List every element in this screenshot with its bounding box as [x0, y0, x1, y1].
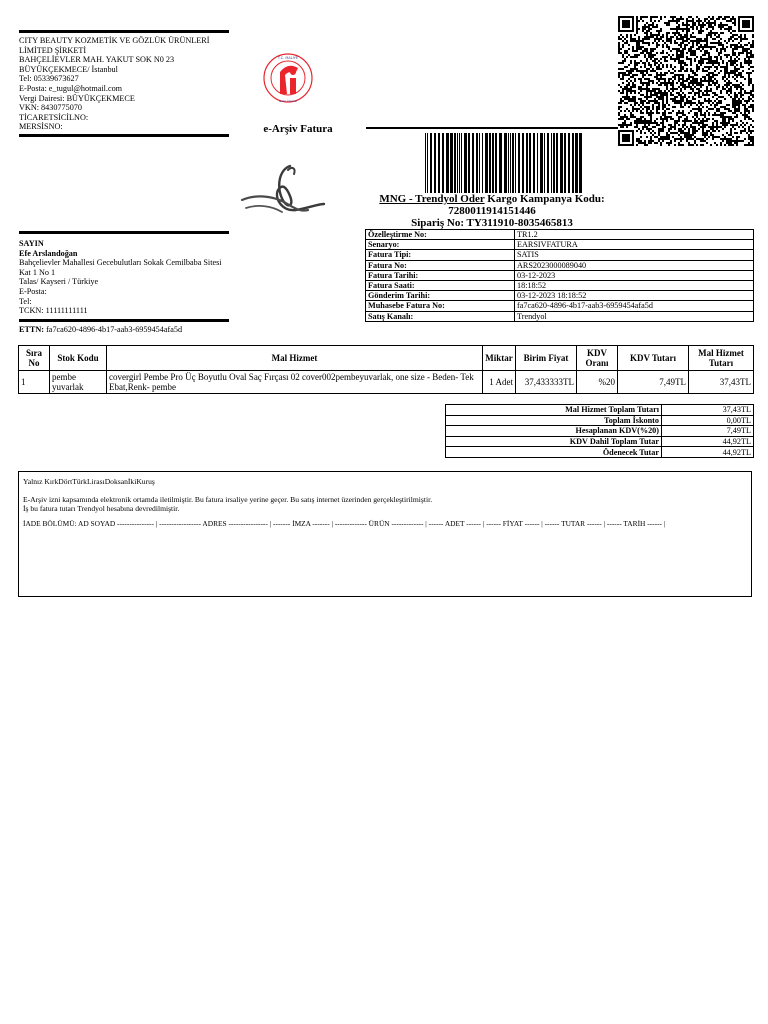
info-key: Fatura Saati:	[366, 280, 515, 290]
info-key: Satış Kanalı:	[366, 311, 515, 321]
col-header-kdv-tutari: KDV Tutarı	[618, 346, 689, 371]
seller-line: BÜYÜKÇEKMECE/ İstanbul	[19, 64, 118, 74]
info-row	[366, 230, 754, 240]
document-title: e-Arşiv Fatura	[263, 123, 333, 135]
info-value: fa7ca620-4896-4b17-aab3-6959454afa5d	[515, 301, 754, 311]
barcode-icon	[423, 133, 583, 193]
buyer-line: Efe Arslandoğan	[19, 248, 78, 258]
totals-row	[446, 436, 754, 447]
info-value: SATIS	[515, 250, 754, 260]
col-header-mal-hizmet-tutari: Mal Hizmet Tutarı	[689, 346, 754, 371]
ettn	[19, 325, 182, 334]
carrier-name: MNG - Trendyol Oder	[379, 193, 485, 205]
seller-line: Tel: 05339673627	[19, 74, 79, 84]
info-value: EARSIVFATURA	[515, 240, 754, 250]
seller-line: TİCARETSİCİLNO:	[19, 112, 89, 122]
info-row	[366, 311, 754, 321]
amount-in-words: Yalnız KırkDörtTürkLirasıDoksanİkiKuruş	[23, 477, 155, 486]
buyer-top-rule	[19, 231, 229, 234]
cell-stok-kodu: pembe yuvarlak	[50, 371, 107, 394]
gib-logo-icon	[262, 50, 314, 106]
seller-block	[19, 36, 231, 132]
info-value: 03-12-2023	[515, 270, 754, 280]
buyer-line: SAYIN	[19, 239, 44, 248]
col-header-stok-kodu: Stok Kodu	[50, 346, 107, 371]
campaign-code: 7280011914151446	[448, 205, 536, 217]
col-header-sira: Sıra No	[19, 346, 50, 371]
totals-row	[446, 426, 754, 437]
seller-line: MERSİSNO:	[19, 122, 63, 132]
info-row	[366, 270, 754, 280]
ettn-label: ETTN:	[19, 325, 45, 334]
items-header-row	[19, 346, 754, 371]
seller-line: VKN: 8430775070	[19, 103, 82, 113]
info-key: Fatura Tarihi:	[366, 270, 515, 280]
buyer-line: Talas/ Kayseri / Türkiye	[19, 277, 99, 287]
ettn-value: fa7ca620-4896-4b17-aab3-6959454afa5d	[46, 325, 183, 334]
cell-birim-fiyat: 37,433333TL	[516, 371, 577, 394]
seller-top-rule	[19, 30, 229, 33]
buyer-bottom-rule	[19, 319, 229, 322]
cell-kdv-orani: %20	[577, 371, 618, 394]
info-row	[366, 301, 754, 311]
cell-kdv-tutari: 7,49TL	[618, 371, 689, 394]
notes-box	[18, 471, 752, 597]
signature-image	[238, 160, 328, 230]
info-key: Senaryo:	[366, 240, 515, 250]
campaign-label: Kargo Kampanya Kodu:	[484, 193, 605, 205]
info-value: 18:18:52	[515, 280, 754, 290]
qr-code-icon	[618, 16, 754, 146]
cell-mal-hizmet: covergirl Pembe Pro Üç Boyutlu Oval Saç Fırçası 02 cover002pembeyuvarlak, one size - Beden- Tek Ebat,Renk- pembe	[107, 371, 483, 394]
info-value: 03-12-2023 18:18:52	[515, 291, 754, 301]
seller-bottom-rule	[19, 134, 229, 137]
shipping-info	[366, 193, 618, 229]
buyer-line: Tel:	[19, 296, 32, 306]
totals-key: Toplam İskonto	[446, 415, 662, 426]
info-value: ARS2023000089040	[515, 260, 754, 270]
col-header-birim-fiyat: Birim Fiyat	[516, 346, 577, 371]
info-key: Gönderim Tarihi:	[366, 291, 515, 301]
info-row	[366, 280, 754, 290]
totals-key: KDV Dahil Toplam Tutar	[446, 436, 662, 447]
header-right-rule	[366, 127, 618, 129]
info-row	[366, 291, 754, 301]
totals-value: 0,00TL	[662, 415, 754, 426]
campaign-line	[366, 193, 618, 205]
table-row	[19, 371, 754, 394]
cell-mal-hizmet-tutari: 37,43TL	[689, 371, 754, 394]
seller-line: BAHÇELİEVLER MAH. YAKUT SOK N0 23	[19, 55, 175, 65]
info-key: Fatura No:	[366, 260, 515, 270]
info-row	[366, 260, 754, 270]
seller-line: LİMİTED ŞİRKETİ	[19, 45, 87, 55]
info-row	[366, 250, 754, 260]
seller-line: E-Posta: e_tugul@hotmail.com	[19, 83, 123, 93]
totals-row	[446, 447, 754, 458]
note-line: İş bu fatura tutarı Trendyol hesabına devredilmiştir.	[23, 504, 180, 513]
note-line: E-Arşiv izni kapsamında elektronik ortamda iletilmiştir. Bu fatura irsaliye yerine geçer. Bu satış internet üzerinden gerçekleştirilmiştir.	[23, 495, 433, 504]
info-key: Özelleştirme No:	[366, 230, 515, 240]
order-number: Sipariş No: TY311910-8035465813	[411, 217, 573, 229]
col-header-mal-hizmet: Mal Hizmet	[107, 346, 483, 371]
buyer-line: Kat 1 No 1	[19, 267, 56, 277]
buyer-block	[19, 239, 239, 316]
totals-key: Ödenecek Tutar	[446, 447, 662, 458]
info-value: TR1.2	[515, 230, 754, 240]
svg-text:T.C. MALİYE: T.C. MALİYE	[277, 56, 299, 60]
info-key: Muhasebe Fatura No:	[366, 301, 515, 311]
return-section: İADE BÖLÜMÜ: AD SOYAD --------------- | ----------------- ADRES ---------------- | ------- İMZA ------- | ------------- ÜRÜN ------------- | ------ ADET ------ | ------ FİYAT ------ | ------ TUTAR ------ | ------ TARİH ------ |	[23, 519, 666, 528]
items-table	[18, 345, 754, 394]
seller-line: Vergi Dairesi: BÜYÜKÇEKMECE	[19, 93, 135, 103]
totals-value: 37,43TL	[662, 405, 754, 416]
totals-value: 44,92TL	[662, 436, 754, 447]
totals-table	[445, 404, 754, 458]
totals-value: 7,49TL	[662, 426, 754, 437]
totals-value: 44,92TL	[662, 447, 754, 458]
col-header-miktar: Miktar	[483, 346, 516, 371]
svg-text:Gelir İdaresi: Gelir İdaresi	[278, 99, 298, 103]
totals-row	[446, 405, 754, 416]
buyer-line: Bahçelievler Mahallesi Gecebulutları Sokak Cemilbaba Sitesi	[19, 258, 222, 268]
cell-miktar: 1 Adet	[483, 371, 516, 394]
spacer	[23, 486, 747, 495]
totals-key: Mal Hizmet Toplam Tutarı	[446, 405, 662, 416]
cell-sira: 1	[19, 371, 50, 394]
buyer-line: TCKN: 11111111111	[19, 306, 88, 316]
buyer-line: E-Posta:	[19, 286, 47, 296]
col-header-kdv-orani: KDV Oranı	[577, 346, 618, 371]
totals-key: Hesaplanan KDV(%20)	[446, 426, 662, 437]
info-key: Fatura Tipi:	[366, 250, 515, 260]
info-value: Trendyol	[515, 311, 754, 321]
info-row	[366, 240, 754, 250]
totals-row	[446, 415, 754, 426]
invoice-info-table	[365, 229, 754, 322]
seller-line: CITY BEAUTY KOZMETİK VE GÖZLÜK ÜRÜNLERİ	[19, 36, 210, 45]
